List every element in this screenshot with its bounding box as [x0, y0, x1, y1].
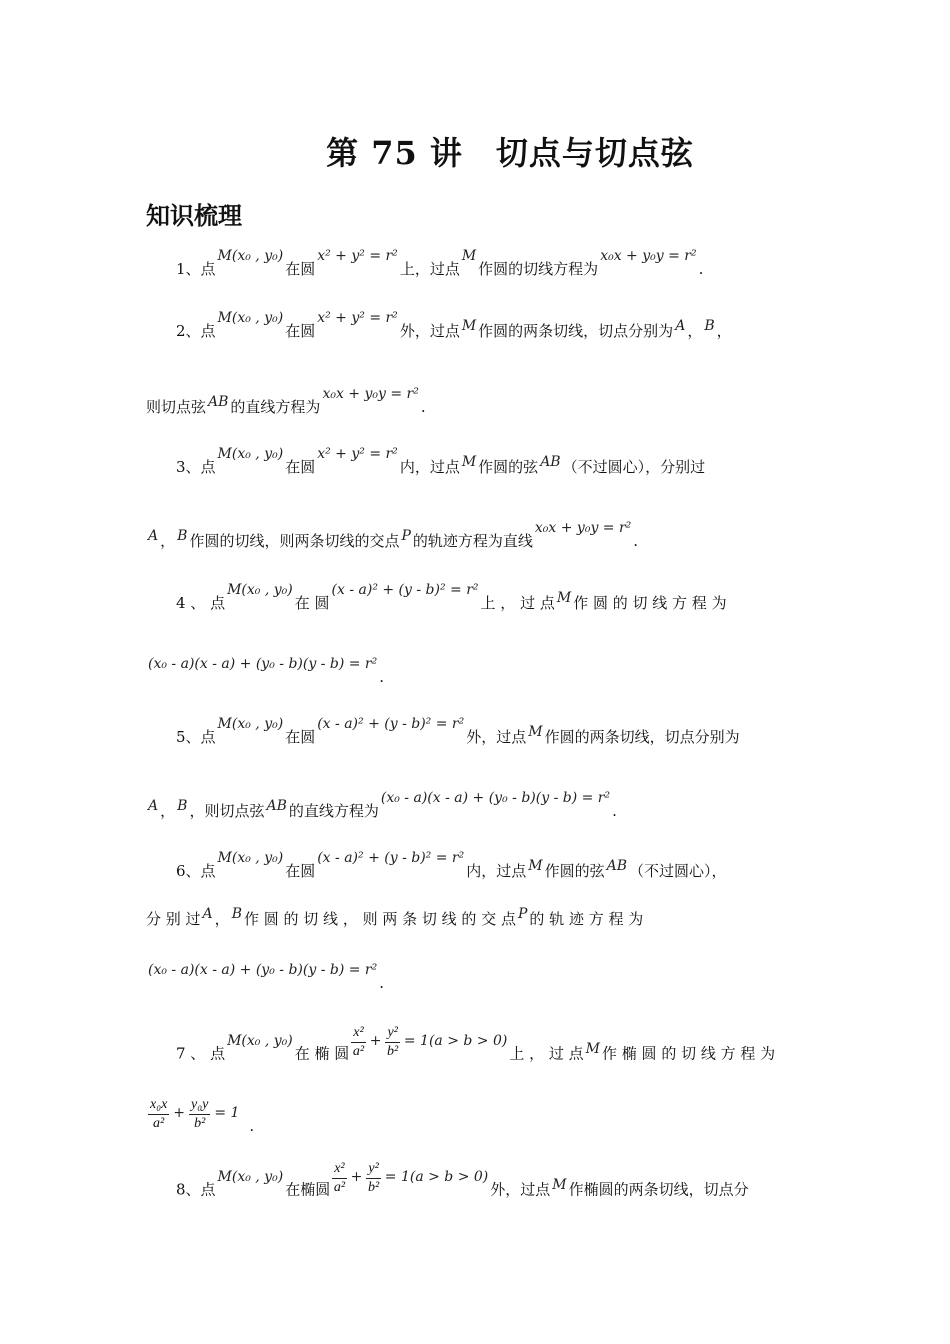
- fraction-numerator: y²: [366, 1160, 380, 1179]
- item-number: 1、点: [176, 260, 216, 278]
- fraction-numerator: y²: [385, 1024, 399, 1043]
- text: ，: [214, 910, 230, 928]
- math-rhs: = 1: [214, 1104, 240, 1121]
- math-point: M(x₀ , y₀): [227, 1032, 293, 1049]
- item-number: 7 、 点: [176, 1044, 226, 1063]
- text: 外，过点: [399, 322, 460, 340]
- page-title: 第 75 讲 切点与切点弦: [326, 134, 694, 172]
- text: 的直线方程为: [230, 398, 321, 416]
- fraction-numerator: x²: [332, 1160, 346, 1179]
- text: 上，过点: [399, 260, 460, 278]
- text: （不过圆心），: [629, 862, 727, 880]
- math-circle: x² + y² = r²: [317, 446, 398, 462]
- text: 在圆: [285, 322, 316, 340]
- math-symbol: B: [704, 318, 715, 334]
- fraction-numerator: x₀x: [148, 1096, 169, 1115]
- text: ，则切点弦: [189, 802, 265, 820]
- math-circle: (x - a)² + (y - b)² = r²: [317, 716, 465, 732]
- math-equation: x₀x + y₀y = r²: [534, 520, 632, 536]
- math-equation: x₀x + y₀y = r²: [600, 248, 697, 264]
- math-symbol: M: [461, 248, 477, 264]
- item-number: 4 、 点: [176, 594, 226, 612]
- math-condition: = 1(a > b > 0): [384, 1168, 489, 1185]
- fraction-denominator: a²: [333, 1180, 346, 1195]
- item-6-line-cont: [146, 908, 806, 931]
- fraction-term-2: [189, 1096, 210, 1133]
- math-symbol: M: [461, 318, 477, 334]
- period: .: [249, 1116, 255, 1135]
- item-3-line-cont: [146, 520, 806, 553]
- text: 作圆的两条切线，切点分别为: [544, 728, 740, 746]
- math-circle: x² + y² = r²: [317, 248, 398, 264]
- text: 作圆的弦: [478, 458, 539, 476]
- math-symbol: M: [461, 454, 477, 470]
- text: 作圆的切线方程为: [478, 260, 599, 278]
- math-symbol: AB: [540, 454, 561, 470]
- math-equation: x₀x + y₀y = r²: [322, 386, 419, 402]
- math-symbol: A: [148, 528, 159, 544]
- fraction-denominator: a²: [153, 1116, 165, 1131]
- text: 作 椭 圆 的 切 线 方 程 为: [602, 1044, 776, 1063]
- fraction-denominator: a²: [352, 1044, 365, 1059]
- fraction-term-1: [148, 1096, 169, 1133]
- math-symbol: P: [517, 906, 528, 922]
- math-circle: (x - a)² + (y - b)² = r²: [331, 582, 479, 598]
- math-symbol: AB: [606, 858, 627, 874]
- text: ，: [687, 322, 703, 340]
- text: 外，过点: [466, 728, 527, 746]
- fraction-numerator: y₀y: [189, 1096, 210, 1115]
- item-8-line: [146, 1161, 836, 1209]
- item-4-line: [146, 582, 836, 615]
- text: （不过圆心），分别过: [562, 458, 706, 476]
- item-2-line-cont: [146, 386, 806, 419]
- text: 则切点弦: [146, 398, 207, 416]
- math-point: M(x₀ , y₀): [217, 310, 284, 326]
- math-symbol: B: [177, 528, 188, 544]
- text: 作椭圆的两条切线，切点分: [568, 1180, 749, 1199]
- math-symbol: A: [148, 798, 159, 814]
- text: 在圆: [285, 728, 316, 746]
- text: 的轨迹方程为直线: [412, 532, 533, 550]
- text: ，: [160, 802, 176, 820]
- fraction-denominator: b²: [367, 1180, 380, 1195]
- item-7-line-cont: [146, 1097, 806, 1145]
- text: 外，过点: [490, 1180, 551, 1199]
- fraction-denominator: b²: [194, 1116, 206, 1131]
- item-number: 2、点: [176, 322, 216, 340]
- math-symbol: AB: [208, 394, 229, 410]
- text: 作圆的弦: [544, 862, 605, 880]
- math-circle: (x - a)² + (y - b)² = r²: [317, 850, 465, 866]
- text: 上 ， 过 点: [509, 1044, 584, 1063]
- item-number: 3、点: [176, 458, 216, 476]
- text: 在圆: [285, 458, 316, 476]
- text: 作圆的切线，则两条切线的交点: [189, 532, 400, 550]
- period: .: [698, 260, 704, 278]
- item-2-line: [146, 310, 836, 343]
- text: 作 圆 的 切 线 ， 则 两 条 切 线 的 交 点: [243, 910, 516, 928]
- fraction-denominator: b²: [387, 1044, 399, 1059]
- math-symbol: M: [585, 1040, 601, 1057]
- period: .: [633, 532, 639, 550]
- fraction-x: [332, 1160, 346, 1197]
- item-number: 5、点: [176, 728, 216, 746]
- text: 的直线方程为: [288, 802, 379, 820]
- math-symbol: B: [231, 906, 242, 922]
- math-symbol: A: [675, 318, 686, 334]
- item-number: 6、点: [176, 862, 216, 880]
- fraction-numerator: x²: [351, 1024, 365, 1043]
- math-circle: x² + y² = r²: [317, 310, 398, 326]
- item-5-line: [146, 716, 836, 749]
- period: .: [612, 802, 617, 820]
- math-point: M(x₀ , y₀): [217, 446, 284, 462]
- item-6-line: [146, 850, 836, 883]
- math-equation: (x₀ - a)(x - a) + (y₀ - b)(y - b) = r²: [380, 790, 611, 806]
- math-point: M(x₀ , y₀): [217, 716, 284, 732]
- math-equation: (x₀ - a)(x - a) + (y₀ - b)(y - b) = r²: [148, 962, 378, 978]
- item-7-line: [146, 1025, 836, 1073]
- math-equation: (x₀ - a)(x - a) + (y₀ - b)(y - b) = r²: [148, 656, 378, 672]
- math-symbol: M: [556, 590, 572, 606]
- item-3-line: [146, 446, 836, 479]
- text: 分 别 过: [146, 910, 201, 928]
- item-number: 8、点: [176, 1180, 216, 1199]
- math-symbol: AB: [266, 798, 287, 814]
- text: 在 椭 圆: [294, 1044, 350, 1063]
- text: 内，过点: [466, 862, 527, 880]
- math-symbol: P: [401, 528, 411, 544]
- math-point: M(x₀ , y₀): [227, 582, 293, 598]
- text: 上 ， 过 点: [480, 594, 555, 612]
- fraction-x: [351, 1024, 365, 1061]
- text: 在圆: [285, 862, 316, 880]
- item-6-line-cont2: [146, 962, 806, 995]
- math-symbol: M: [528, 724, 543, 740]
- item-1-line: [146, 248, 836, 281]
- math-point: M(x₀ , y₀): [217, 850, 284, 866]
- math-symbol: M: [552, 1176, 567, 1193]
- fraction-y: [366, 1160, 380, 1197]
- text: 作 圆 的 切 线 方 程 为: [573, 594, 727, 612]
- math-operator: +: [350, 1168, 363, 1185]
- item-4-line-cont: [146, 656, 806, 689]
- math-operator: +: [173, 1104, 186, 1121]
- section-heading: 知识梳理: [146, 201, 242, 230]
- period: .: [420, 398, 426, 416]
- text: ，: [160, 532, 176, 550]
- text: 内，过点: [399, 458, 460, 476]
- period: .: [379, 974, 385, 992]
- item-5-line-cont: [146, 790, 806, 823]
- period: .: [379, 668, 385, 686]
- text: 在椭圆: [285, 1180, 331, 1199]
- text: ，: [716, 322, 732, 340]
- fraction-y: [385, 1024, 399, 1061]
- math-condition: = 1(a > b > 0): [403, 1032, 508, 1049]
- math-symbol: B: [177, 798, 188, 814]
- text: 在圆: [285, 260, 316, 278]
- math-symbol: A: [202, 906, 213, 922]
- math-operator: +: [369, 1032, 382, 1049]
- text: 在 圆: [294, 594, 330, 612]
- text: 作圆的两条切线，切点分别为: [478, 322, 674, 340]
- text: 的 轨 迹 方 程 为: [529, 910, 644, 928]
- math-symbol: M: [528, 858, 543, 874]
- math-point: M(x₀ , y₀): [217, 1168, 284, 1185]
- math-point: M(x₀ , y₀): [217, 248, 284, 264]
